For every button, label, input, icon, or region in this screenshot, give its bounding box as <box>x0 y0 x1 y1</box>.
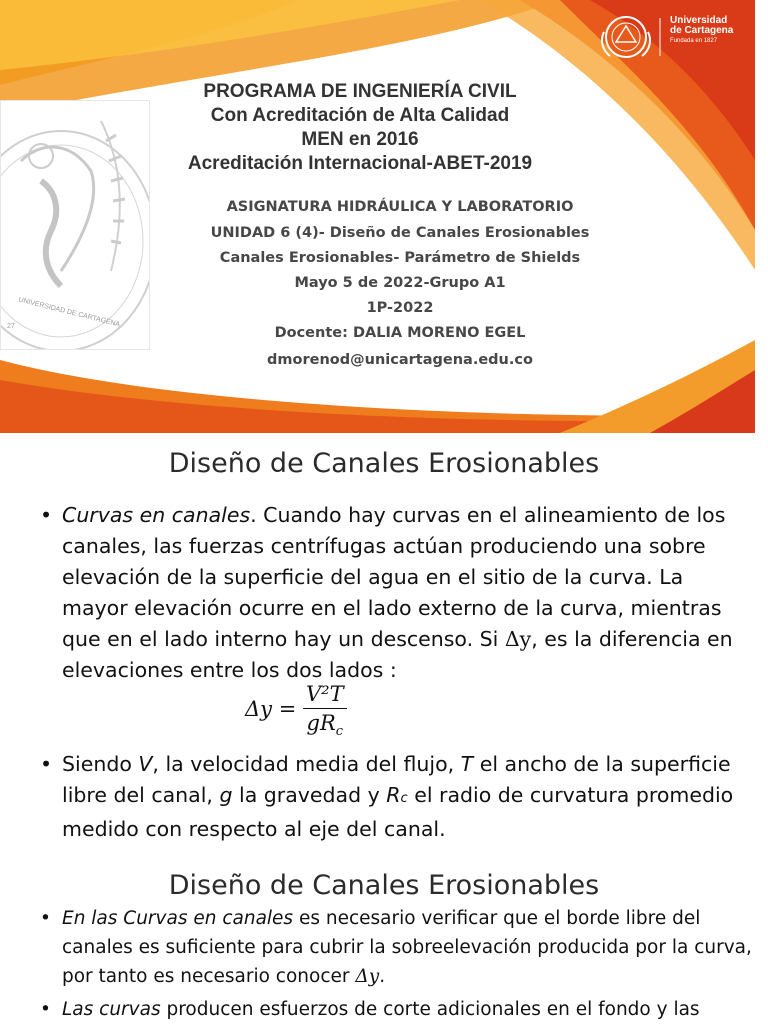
unit-line: UNIDAD 6 (4)- Diseño de Canales Erosionables <box>210 225 590 241</box>
denominator-sub: c <box>335 724 344 740</box>
equation-numerator: V²T <box>303 682 347 709</box>
university-name <box>670 16 754 36</box>
term-line: 1P-2022 <box>366 300 434 316</box>
men-line: MEN en 2016 <box>301 129 419 150</box>
var-g: g <box>219 783 233 807</box>
seal-number: 27 <box>7 323 15 330</box>
text: la gravedad y <box>232 783 387 807</box>
term-las-curvas: Las curvas <box>62 999 161 1020</box>
var-r: R <box>386 783 401 807</box>
delta-y: Δy <box>504 627 532 651</box>
delta-y: Δy <box>355 966 380 987</box>
accreditation-line: Con Acreditación de Alta Calidad <box>210 105 510 126</box>
abet-line: Acreditación Internacional-ABET-2019 <box>187 153 533 174</box>
equation-denominator <box>303 709 347 739</box>
content-slide-1 <box>0 438 768 1024</box>
bullet-esfuerzos <box>40 995 755 1024</box>
var-r-sub: c <box>400 791 408 806</box>
term-curvas-en-canales: Curvas en canales <box>62 503 251 527</box>
bullet-text: . Cuando hay curvas en el alineamiento de los canales, las fuerzas centrífugas actúan produciendo una sobre elevación de la superficie del agua en el sitio de la curva. La mayor elevación ocurre en el lado externo de la curva, mientras que en el lado interno hay un descenso. Si <box>62 503 726 651</box>
email-line: dmorenod@unicartagena.edu.co <box>267 352 533 368</box>
var-t: T <box>460 752 474 776</box>
equation-delta-y <box>245 682 347 739</box>
equation-lhs: Δy = <box>245 697 297 722</box>
text: Siendo <box>62 752 139 776</box>
seal-text: UNIVERSIDAD DE CARTAGENA <box>17 296 121 329</box>
bullet-dot: • <box>40 999 51 1020</box>
bullet-dot: • <box>40 503 53 527</box>
var-v: V <box>138 752 153 776</box>
university-seal-image <box>0 100 150 350</box>
slide-body-2 <box>40 749 755 845</box>
bullet-dot: • <box>40 908 51 929</box>
title-slide <box>0 0 755 433</box>
bullet-borde-libre <box>40 904 755 991</box>
university-name-line2: de Cartagena <box>670 25 734 36</box>
teacher-line: Docente: DALIA MORENO EGEL <box>274 325 526 341</box>
topic-line: Canales Erosionables- Parámetro de Shields <box>219 250 581 266</box>
bullet-curves <box>40 500 755 686</box>
text: es necesario verificar que el borde libre del canales es suficiente para cubrir la sobreelevación producida por la curva, por tanto es necesario conocer <box>62 908 752 987</box>
slide-body-3 <box>40 904 755 1024</box>
date-line: Mayo 5 de 2022-Grupo A1 <box>294 275 506 291</box>
text: el ancho de la superficie libre del canal, <box>62 752 731 807</box>
university-founded: Fundada en 1827 <box>670 38 718 44</box>
text: . <box>379 966 386 987</box>
university-name-line1: Universidad <box>670 15 728 26</box>
subject-line: ASIGNATURA HIDRÁULICA Y LABORATORIO <box>226 199 574 215</box>
text: el radio de curvatura promedio medido con respecto al eje del canal. <box>62 783 734 841</box>
bullet-text-end: , es la diferencia en elevaciones entre los dos lados : <box>62 627 733 682</box>
text: producen esfuerzos de corte adicionales en el fondo y las <box>160 999 700 1020</box>
bullet-dot: • <box>40 752 53 776</box>
slide-title-2: Diseño de Canales Erosionables <box>168 870 600 901</box>
bullet-variables <box>40 749 755 845</box>
denominator-gR: gR <box>306 711 336 735</box>
slide-title: Diseño de Canales Erosionables <box>168 448 600 479</box>
text: , la velocidad media del flujo, <box>152 752 461 776</box>
term-en-las-curvas: En las Curvas en canales <box>62 908 294 929</box>
slide-body <box>40 500 755 686</box>
equation-fraction <box>303 682 347 739</box>
program-title: PROGRAMA DE INGENIERÍA CIVIL <box>203 81 517 102</box>
